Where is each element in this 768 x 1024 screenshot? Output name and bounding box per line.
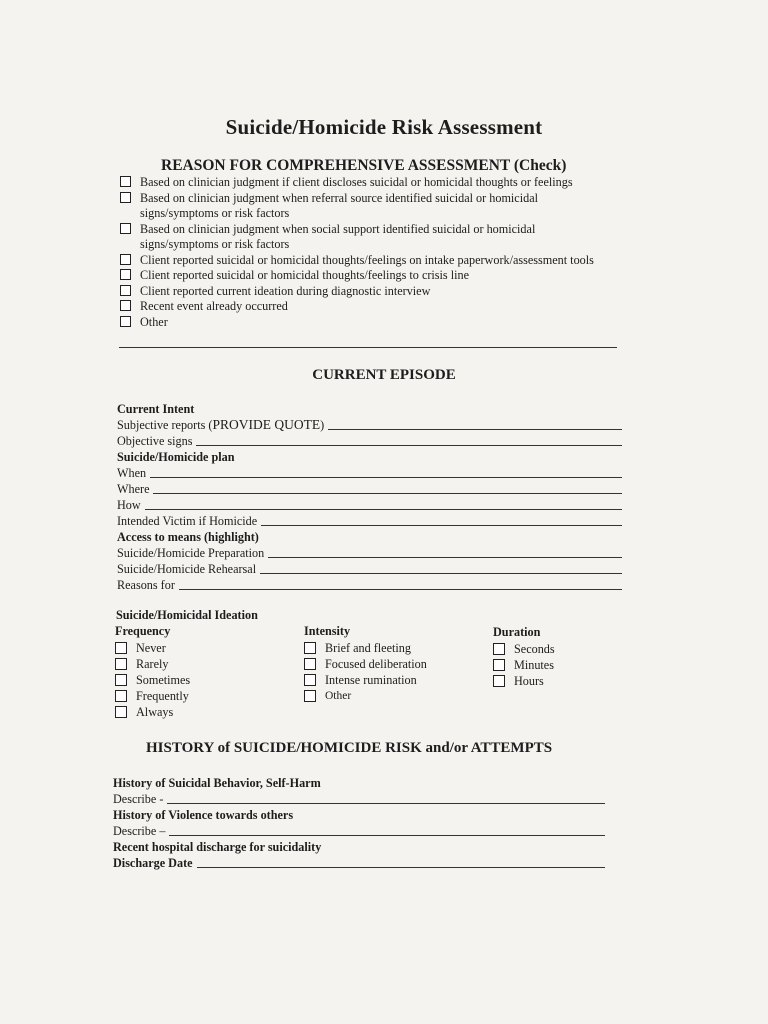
provide-quote: PROVIDE QUOTE (212, 417, 321, 432)
plan-row (117, 449, 622, 465)
reason-label: Recent event already occurred (140, 299, 288, 313)
suicidal-behavior-row (113, 775, 605, 791)
intensity-label: Intensity (304, 624, 351, 638)
preparation-label: Suicide/Homicide Preparation (117, 546, 265, 560)
reason-item[interactable] (120, 253, 595, 269)
subjective-prefix: Subjective reports ( (117, 418, 213, 432)
checkbox[interactable] (493, 643, 505, 655)
reason-label: Other (140, 314, 168, 329)
reasons-for-input-line[interactable] (179, 588, 622, 590)
frequency-option[interactable] (115, 672, 190, 688)
subjective-input-line[interactable] (328, 428, 622, 430)
frequency-option[interactable] (115, 704, 190, 720)
reason-item[interactable] (120, 175, 595, 191)
option-label: Minutes (514, 657, 554, 672)
rehearsal-input-line[interactable] (260, 572, 622, 574)
describe-label-2: Describe – (113, 824, 166, 838)
discharge-label: Recent hospital discharge for suicidality (113, 840, 322, 854)
option-label: Rarely (136, 656, 169, 671)
reason-label: Client reported suicidal or homicidal thoughts/feelings to crisis line (140, 268, 469, 282)
other-answer-line[interactable] (119, 347, 617, 348)
episode-fields (117, 401, 622, 593)
intensity-option[interactable] (304, 688, 427, 704)
duration-column (493, 625, 555, 689)
how-row (117, 497, 622, 513)
frequency-option[interactable] (115, 640, 190, 656)
checkbox[interactable] (120, 176, 131, 187)
when-label: When (117, 466, 147, 480)
checkbox[interactable] (304, 642, 316, 654)
frequency-label: Frequency (115, 624, 171, 638)
history-fields (113, 775, 605, 871)
reason-label: Client reported suicidal or homicidal thoughts/feelings on intake paperwork/assessment tools (140, 252, 594, 267)
checkbox[interactable] (115, 658, 127, 670)
current-intent-row (117, 401, 622, 417)
option-label: Other (325, 690, 352, 702)
reason-item[interactable] (120, 284, 595, 300)
victim-label: Intended Victim if Homicide (117, 514, 258, 528)
checkbox[interactable] (120, 223, 131, 234)
reasons-for-label: Reasons for (117, 578, 175, 592)
discharge-date-row (113, 855, 605, 871)
reason-label: Based on clinician judgment when referral source identified suicidal or homicidal signs/symptoms or risk factors (140, 190, 538, 220)
ideation-heading: Suicide/Homicidal Ideation (116, 608, 258, 622)
checkbox[interactable] (304, 658, 316, 670)
checkbox[interactable] (493, 659, 505, 671)
objective-row (117, 433, 622, 449)
when-input-line[interactable] (150, 476, 622, 478)
frequency-column (115, 624, 190, 720)
describe-row-1 (113, 791, 605, 807)
describe-row-2 (113, 823, 605, 839)
subjective-row (117, 417, 622, 433)
violence-label: History of Violence towards others (113, 808, 294, 822)
duration-option[interactable] (493, 673, 555, 689)
frequency-option[interactable] (115, 688, 190, 704)
plan-label: Suicide/Homicide plan (117, 450, 235, 464)
subjective-label (117, 417, 324, 433)
current-intent-label: Current Intent (117, 402, 195, 416)
checkbox[interactable] (120, 316, 131, 327)
suicidal-behavior-label: History of Suicidal Behavior, Self-Harm (113, 776, 321, 790)
reason-item[interactable] (120, 299, 595, 315)
discharge-date-label: Discharge Date (113, 856, 193, 870)
access-row (117, 529, 622, 545)
checkbox[interactable] (120, 254, 131, 265)
checkbox[interactable] (115, 706, 127, 718)
checkbox[interactable] (115, 642, 127, 654)
checkbox[interactable] (304, 674, 316, 686)
reason-label: Based on clinician judgment if client discloses suicidal or homicidal thoughts or feelings (140, 175, 573, 189)
how-input-line[interactable] (145, 508, 622, 510)
intensity-option[interactable] (304, 656, 427, 672)
where-input-line[interactable] (153, 492, 622, 494)
when-row (117, 465, 622, 481)
option-label: Focused deliberation (325, 656, 427, 671)
victim-row (117, 513, 622, 529)
rehearsal-label: Suicide/Homicide Rehearsal (117, 562, 257, 576)
preparation-input-line[interactable] (268, 556, 622, 558)
option-label: Always (136, 704, 174, 719)
option-label: Intense rumination (325, 672, 417, 687)
intensity-option[interactable] (304, 672, 427, 688)
where-row (117, 481, 622, 497)
violence-row (113, 807, 605, 823)
checkbox[interactable] (304, 690, 316, 702)
how-label: How (117, 498, 141, 512)
checkbox[interactable] (120, 192, 131, 203)
frequency-option[interactable] (115, 656, 190, 672)
checkbox[interactable] (120, 300, 131, 311)
checkbox[interactable] (120, 269, 131, 280)
reason-label: Client reported current ideation during diagnostic interview (140, 283, 431, 298)
access-label: Access to means (highlight) (117, 530, 259, 544)
discharge-date-input-line[interactable] (197, 866, 605, 868)
reason-item[interactable] (120, 222, 595, 253)
victim-input-line[interactable] (261, 524, 622, 526)
form-title: Suicide/Homicide Risk Assessment (225, 115, 543, 139)
describe-input-line-2[interactable] (169, 834, 605, 836)
reason-checklist (120, 175, 595, 330)
reasons-for-row (117, 577, 622, 593)
reason-label: Based on clinician judgment when social support identified suicidal or homicidal signs/symptoms or risk factors (140, 221, 536, 251)
history-heading: HISTORY of SUICIDE/HOMICIDE RISK and/or ATTEMPTS (146, 740, 553, 756)
describe-label-1: Describe - (113, 792, 164, 806)
subjective-suffix: ) (320, 418, 325, 432)
reason-heading: REASON FOR COMPREHENSIVE ASSESSMENT (Check) (161, 157, 567, 174)
duration-option[interactable] (493, 657, 555, 673)
option-label: Frequently (136, 688, 189, 703)
preparation-row (117, 545, 622, 561)
option-label: Seconds (514, 641, 555, 656)
objective-label: Objective signs (117, 434, 193, 448)
where-label: Where (117, 482, 150, 496)
discharge-row (113, 839, 605, 855)
describe-input-line-1[interactable] (167, 802, 605, 804)
checkbox[interactable] (115, 674, 127, 686)
reason-item[interactable] (120, 268, 595, 284)
checkbox[interactable] (493, 675, 505, 687)
objective-input-line[interactable] (196, 444, 622, 446)
option-label: Hours (514, 673, 544, 688)
intensity-column (304, 624, 427, 704)
duration-label: Duration (493, 625, 541, 639)
checkbox[interactable] (120, 285, 131, 296)
reason-item[interactable] (120, 191, 595, 222)
duration-option[interactable] (493, 641, 555, 657)
option-label: Brief and fleeting (325, 640, 411, 655)
reason-item[interactable] (120, 315, 595, 331)
intensity-option[interactable] (304, 640, 427, 656)
checkbox[interactable] (115, 690, 127, 702)
option-label: Sometimes (136, 672, 191, 687)
rehearsal-row (117, 561, 622, 577)
episode-heading: CURRENT EPISODE (312, 367, 456, 383)
option-label: Never (136, 640, 166, 655)
